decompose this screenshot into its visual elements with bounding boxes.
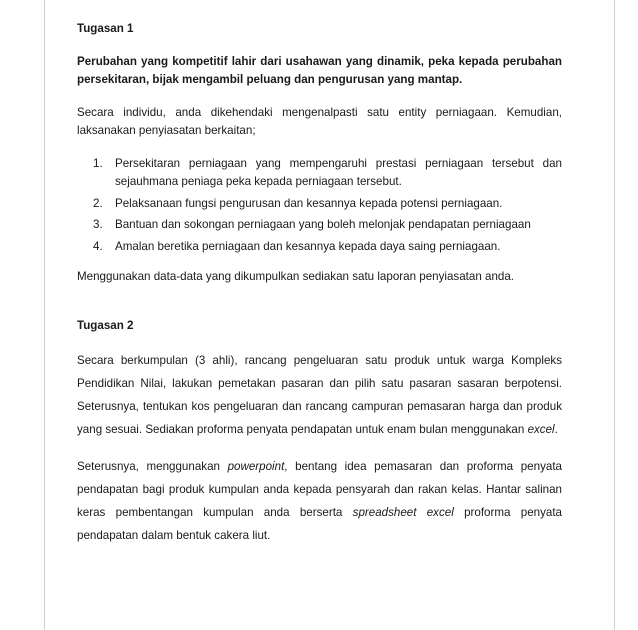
list-item-text: Pelaksanaan fungsi pengurusan dan kesannya kepada potensi perniagaan. (115, 196, 503, 210)
tugasan-1-theme: Perubahan yang kompetitif lahir dari usahawan yang dinamik, peka kepada perubahan persekitaran, bijak mengambil peluang dan pengurusan yang mantap. (77, 54, 562, 86)
list-item-text: Persekitaran perniagaan yang mempengaruhi prestasi perniagaan tersebut dan sejauhmana peniaga peka kepada perniagaan tersebut. (115, 156, 562, 188)
list-item (77, 216, 562, 235)
tugasan-1-intro: Secara individu, anda dikehendaki mengenalpasti satu entity perniagaan. Kemudian, laksanakan penyiasatan berkaitan; (77, 105, 562, 137)
list-item (77, 238, 562, 257)
tugasan-2-paragraph-2 (77, 455, 562, 547)
list-item-number: 2. (93, 196, 103, 210)
tugasan-1-list (77, 155, 562, 257)
document-body (77, 20, 562, 561)
italic-term: powerpoint (227, 460, 285, 473)
italic-term: excel (527, 423, 555, 436)
paragraph-text: Seterusnya, menggunakan (77, 460, 228, 473)
list-item-number: 4. (93, 239, 103, 253)
italic-term: spreadsheet excel (352, 506, 454, 519)
list-item-text: Amalan beretika perniagaan dan kesannya kepada daya saing perniagaan. (115, 239, 501, 253)
list-item-number: 3. (93, 218, 103, 231)
paragraph-text: . (554, 423, 558, 436)
list-item-number: 1. (93, 156, 103, 170)
page-border-right (614, 0, 615, 630)
list-item (77, 195, 562, 214)
paragraph-text: , bentang idea pemasaran dan proforma penyata pendapatan bagi produk kumpulan anda kepada pensyarah dan rakan kelas. Hantar salinan keras pembentangan kumpulan anda berserta (77, 460, 562, 519)
tugasan-1-title: Tugasan 1 (77, 22, 134, 35)
tugasan-2-title: Tugasan 2 (77, 318, 134, 332)
paragraph-text: Secara berkumpulan (3 ahli), rancang pengeluaran satu produk untuk warga Kompleks Pendidikan Nilai, lakukan pemetakan pasaran dan pilih satu pasaran sasaran berpotensi. Seterusnya, tentukan kos pengeluaran dan rancang campuran pemasaran harga dan produk yang sesuai. Sediakan proforma penyata pendapatan untuk enam bulan menggunakan (77, 354, 562, 436)
list-item (77, 155, 562, 192)
tugasan-2-paragraph-1 (77, 349, 562, 441)
list-item-text: Bantuan dan sokongan perniagaan yang boleh melonjak pendapatan perniagaan (115, 218, 531, 231)
page-border-left (44, 0, 45, 630)
paragraph-text: proforma penyata pendapatan dalam bentuk cakera liut. (77, 506, 563, 542)
tugasan-1-closing: Menggunakan data-data yang dikumpulkan sediakan satu laporan penyiasatan anda. (77, 270, 515, 283)
